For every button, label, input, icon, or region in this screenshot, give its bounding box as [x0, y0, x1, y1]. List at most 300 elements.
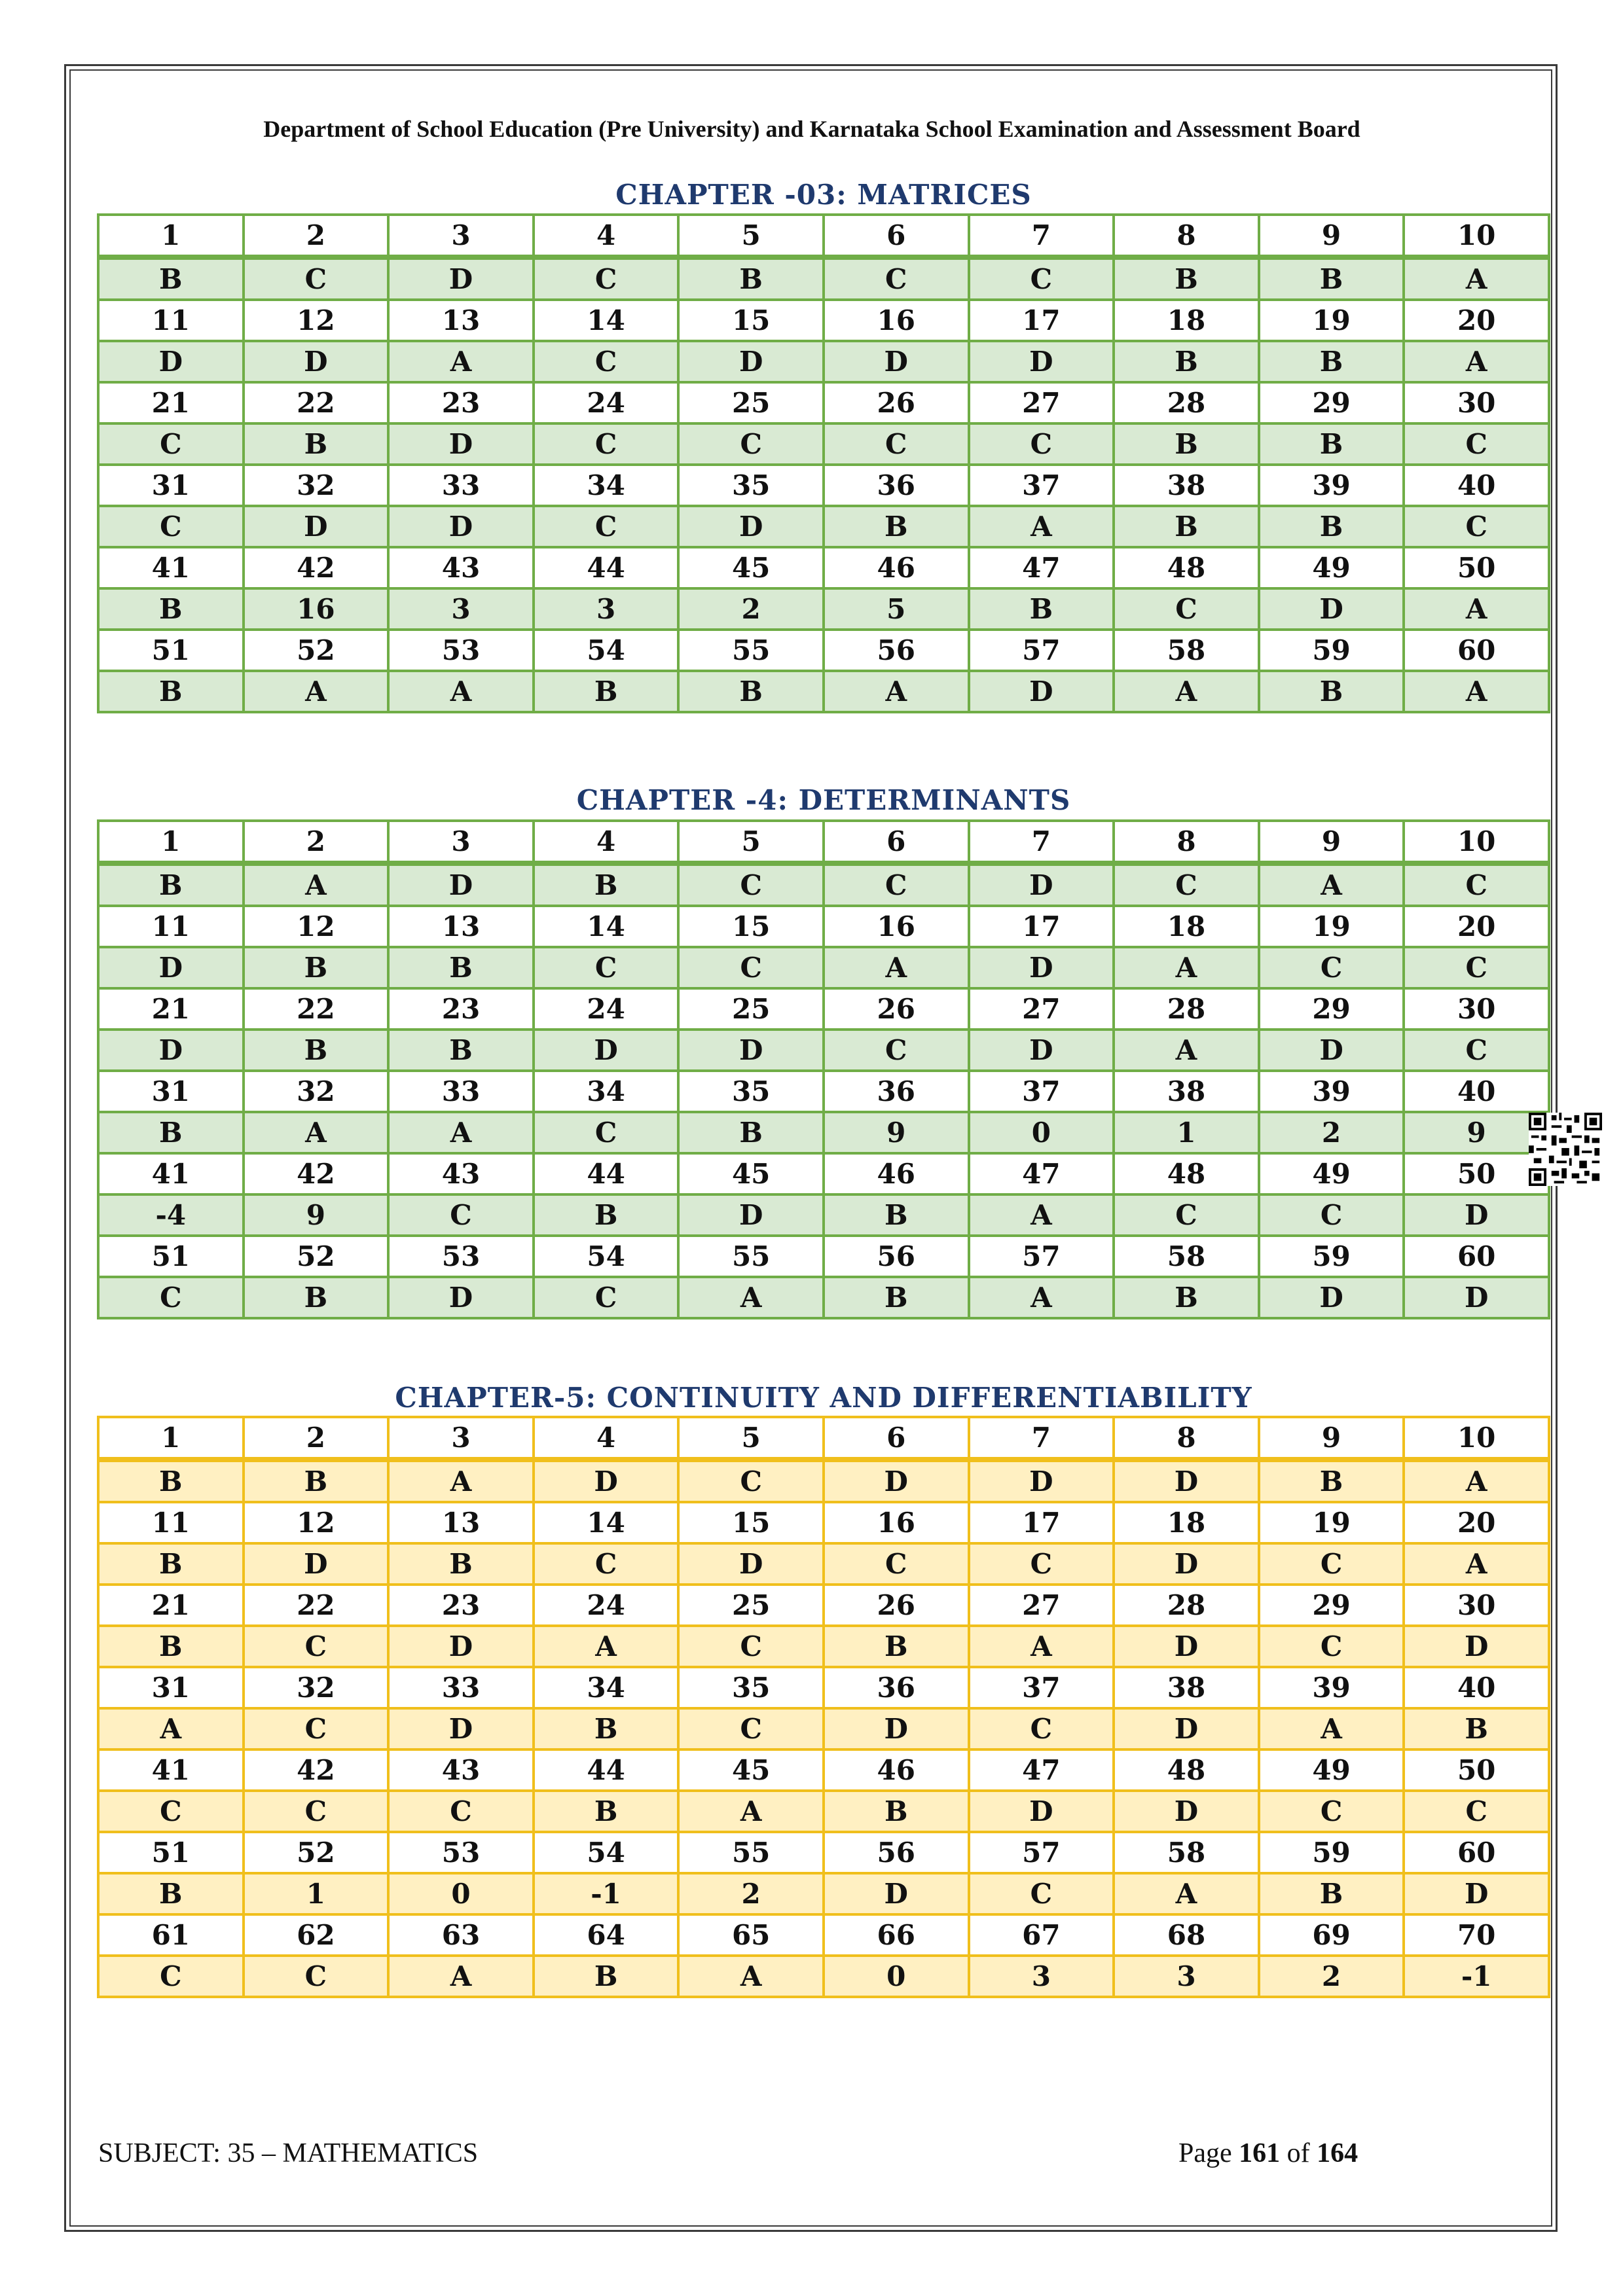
- question-number-cell: 41: [98, 1153, 244, 1194]
- question-number-cell: 22: [244, 382, 389, 423]
- question-number-cell: 10: [1404, 1417, 1549, 1460]
- question-number-cell: 62: [244, 1914, 389, 1956]
- question-number-cell: 38: [1114, 1667, 1259, 1708]
- question-number-cell: 14: [534, 300, 679, 341]
- answer-cell: D: [1114, 1791, 1259, 1832]
- question-number-cell: 45: [678, 1153, 824, 1194]
- answer-cell: A: [678, 1791, 824, 1832]
- question-number-row: [98, 547, 1549, 588]
- page-header: Department of School Education (Pre University) and Karnataka School Examination and Assessment Board: [263, 116, 1360, 142]
- answer-row: [98, 423, 1549, 465]
- question-number-cell: 4: [534, 215, 679, 257]
- answer-cell: 3: [388, 588, 534, 630]
- answer-cell: B: [534, 1956, 679, 1997]
- question-number-row: [98, 630, 1549, 671]
- answer-cell: D: [1404, 1873, 1549, 1914]
- question-number-cell: 58: [1114, 1832, 1259, 1873]
- question-number-cell: 17: [969, 906, 1114, 947]
- answer-cell: C: [1404, 863, 1549, 906]
- question-number-cell: 44: [534, 1749, 679, 1791]
- question-number-cell: 15: [678, 1502, 824, 1543]
- question-number-cell: 28: [1114, 382, 1259, 423]
- answer-cell: C: [824, 1543, 969, 1585]
- question-number-cell: 3: [388, 215, 534, 257]
- answer-cell: 2: [678, 588, 824, 630]
- question-number-cell: 55: [678, 1832, 824, 1873]
- question-number-cell: 21: [98, 988, 244, 1030]
- answer-row: [98, 947, 1549, 988]
- answer-cell: A: [1404, 1543, 1549, 1585]
- question-number-cell: 60: [1404, 630, 1549, 671]
- answer-cell: A: [678, 1277, 824, 1318]
- question-number-cell: 13: [388, 300, 534, 341]
- answer-cell: C: [1259, 1791, 1404, 1832]
- question-number-cell: 40: [1404, 1071, 1549, 1112]
- answer-cell: B: [534, 671, 679, 712]
- answer-cell: B: [1259, 506, 1404, 547]
- question-number-cell: 23: [388, 988, 534, 1030]
- question-number-cell: 16: [824, 906, 969, 947]
- answer-cell: B: [98, 863, 244, 906]
- answer-cell: A: [1114, 947, 1259, 988]
- question-number-cell: 34: [534, 465, 679, 506]
- question-number-cell: 7: [969, 821, 1114, 863]
- answer-cell: C: [98, 423, 244, 465]
- answer-cell: D: [1404, 1194, 1549, 1236]
- answer-row: [98, 341, 1549, 382]
- answer-cell: B: [534, 1194, 679, 1236]
- question-number-cell: 36: [824, 1667, 969, 1708]
- chapter-title-matrices: CHAPTER -03: MATRICES: [615, 179, 1032, 211]
- answer-cell: C: [1259, 1626, 1404, 1667]
- question-number-cell: 24: [534, 382, 679, 423]
- question-number-cell: 17: [969, 1502, 1114, 1543]
- question-number-cell: 41: [98, 1749, 244, 1791]
- answer-row: [98, 1194, 1549, 1236]
- question-number-cell: 33: [388, 465, 534, 506]
- question-number-cell: 34: [534, 1071, 679, 1112]
- answer-cell: A: [1259, 1708, 1404, 1749]
- answer-cell: D: [1404, 1277, 1549, 1318]
- question-number-cell: 13: [388, 1502, 534, 1543]
- answer-cell: C: [1404, 1791, 1549, 1832]
- answer-cell: A: [98, 1708, 244, 1749]
- answer-cell: -4: [98, 1194, 244, 1236]
- answer-cell: C: [969, 423, 1114, 465]
- answer-cell: C: [969, 1873, 1114, 1914]
- answer-cell: 1: [1114, 1112, 1259, 1153]
- question-number-cell: 43: [388, 547, 534, 588]
- question-number-cell: 59: [1259, 1832, 1404, 1873]
- question-number-cell: 9: [1259, 215, 1404, 257]
- answer-cell: C: [98, 1791, 244, 1832]
- question-number-cell: 32: [244, 465, 389, 506]
- answer-table-determinants: [97, 819, 1550, 1319]
- chapter-title-determinants: CHAPTER -4: DETERMINANTS: [576, 784, 1071, 816]
- answer-cell: B: [244, 423, 389, 465]
- answer-cell: D: [244, 506, 389, 547]
- answer-row: [98, 588, 1549, 630]
- answer-cell: D: [388, 423, 534, 465]
- question-number-cell: 23: [388, 382, 534, 423]
- answer-cell: D: [969, 671, 1114, 712]
- question-number-cell: 41: [98, 547, 244, 588]
- question-number-cell: 54: [534, 630, 679, 671]
- question-number-cell: 6: [824, 1417, 969, 1460]
- answer-cell: 3: [1114, 1956, 1259, 1997]
- question-number-cell: 14: [534, 906, 679, 947]
- answer-cell: B: [678, 257, 824, 300]
- question-number-cell: 3: [388, 821, 534, 863]
- question-number-cell: 44: [534, 547, 679, 588]
- answer-cell: D: [969, 947, 1114, 988]
- question-number-cell: 37: [969, 1667, 1114, 1708]
- question-number-cell: 35: [678, 465, 824, 506]
- question-number-cell: 38: [1114, 1071, 1259, 1112]
- question-number-cell: 2: [244, 215, 389, 257]
- question-number-cell: 60: [1404, 1236, 1549, 1277]
- question-number-row: [98, 1749, 1549, 1791]
- page-number: [1178, 2135, 1358, 2172]
- question-number-cell: 35: [678, 1667, 824, 1708]
- answer-cell: B: [824, 506, 969, 547]
- answer-cell: A: [388, 1112, 534, 1153]
- question-number-cell: 63: [388, 1914, 534, 1956]
- page-prefix: Page: [1178, 2138, 1232, 2168]
- answer-cell: B: [1114, 257, 1259, 300]
- answer-cell: B: [1114, 341, 1259, 382]
- question-number-cell: 59: [1259, 630, 1404, 671]
- question-number-cell: 59: [1259, 1236, 1404, 1277]
- question-number-cell: 53: [388, 1236, 534, 1277]
- question-number-cell: 33: [388, 1071, 534, 1112]
- answer-cell: 1: [244, 1873, 389, 1914]
- answer-cell: B: [244, 947, 389, 988]
- answer-cell: C: [534, 257, 679, 300]
- answer-cell: A: [678, 1956, 824, 1997]
- question-number-cell: 25: [678, 988, 824, 1030]
- question-number-cell: 58: [1114, 630, 1259, 671]
- question-number-cell: 28: [1114, 988, 1259, 1030]
- answer-cell: C: [969, 1708, 1114, 1749]
- question-number-cell: 7: [969, 215, 1114, 257]
- answer-cell: C: [534, 1543, 679, 1585]
- question-number-cell: 14: [534, 1502, 679, 1543]
- question-number-cell: 69: [1259, 1914, 1404, 1956]
- question-number-cell: 51: [98, 1236, 244, 1277]
- question-number-row: [98, 906, 1549, 947]
- question-number-cell: 1: [98, 215, 244, 257]
- answer-cell: C: [1114, 1194, 1259, 1236]
- question-number-cell: 57: [969, 630, 1114, 671]
- answer-row: [98, 1626, 1549, 1667]
- question-number-cell: 33: [388, 1667, 534, 1708]
- answer-cell: 3: [969, 1956, 1114, 1997]
- question-number-cell: 56: [824, 1236, 969, 1277]
- question-number-cell: 31: [98, 1071, 244, 1112]
- answer-cell: A: [388, 1460, 534, 1502]
- answer-cell: C: [98, 506, 244, 547]
- question-number-cell: 31: [98, 1667, 244, 1708]
- answer-cell: B: [388, 1543, 534, 1585]
- answer-cell: D: [824, 341, 969, 382]
- question-number-row: [98, 1071, 1549, 1112]
- question-number-cell: 46: [824, 1153, 969, 1194]
- question-number-cell: 48: [1114, 1153, 1259, 1194]
- answer-row: [98, 1277, 1549, 1318]
- answer-cell: D: [969, 1791, 1114, 1832]
- question-number-cell: 16: [824, 300, 969, 341]
- answer-cell: C: [969, 1543, 1114, 1585]
- answer-cell: -1: [534, 1873, 679, 1914]
- question-number-cell: 37: [969, 1071, 1114, 1112]
- answer-cell: D: [1114, 1626, 1259, 1667]
- question-number-cell: 24: [534, 988, 679, 1030]
- question-number-cell: 30: [1404, 988, 1549, 1030]
- answer-cell: C: [1404, 506, 1549, 547]
- question-number-cell: 46: [824, 547, 969, 588]
- question-number-row: [98, 1417, 1549, 1460]
- answer-cell: A: [388, 1956, 534, 1997]
- answer-cell: D: [1114, 1460, 1259, 1502]
- question-number-cell: 43: [388, 1153, 534, 1194]
- question-number-cell: 9: [1259, 821, 1404, 863]
- question-number-cell: 47: [969, 1153, 1114, 1194]
- question-number-cell: 12: [244, 300, 389, 341]
- chapter-title-continuity: CHAPTER-5: CONTINUITY AND DIFFERENTIABILITY: [395, 1382, 1252, 1414]
- question-number-cell: 29: [1259, 382, 1404, 423]
- answer-cell: D: [969, 1460, 1114, 1502]
- answer-row: [98, 506, 1549, 547]
- question-number-row: [98, 382, 1549, 423]
- page-current: 161: [1239, 2138, 1281, 2168]
- answer-cell: A: [1404, 671, 1549, 712]
- question-number-cell: 42: [244, 547, 389, 588]
- question-number-cell: 1: [98, 821, 244, 863]
- question-number-row: [98, 988, 1549, 1030]
- question-number-cell: 2: [244, 1417, 389, 1460]
- question-number-cell: 27: [969, 988, 1114, 1030]
- question-number-cell: 19: [1259, 906, 1404, 947]
- question-number-cell: 10: [1404, 215, 1549, 257]
- question-number-cell: 8: [1114, 215, 1259, 257]
- question-number-cell: 26: [824, 1585, 969, 1626]
- question-number-cell: 49: [1259, 1153, 1404, 1194]
- question-number-cell: 21: [98, 382, 244, 423]
- answer-cell: D: [824, 1460, 969, 1502]
- answer-cell: C: [678, 863, 824, 906]
- answer-cell: B: [824, 1791, 969, 1832]
- question-number-cell: 12: [244, 906, 389, 947]
- answer-cell: B: [98, 671, 244, 712]
- question-number-cell: 22: [244, 988, 389, 1030]
- question-number-row: [98, 1502, 1549, 1543]
- question-number-cell: 61: [98, 1914, 244, 1956]
- answer-cell: B: [244, 1460, 389, 1502]
- answer-cell: D: [678, 1543, 824, 1585]
- question-number-cell: 29: [1259, 1585, 1404, 1626]
- page-of: of: [1286, 2138, 1310, 2168]
- answer-cell: A: [244, 671, 389, 712]
- answer-cell: B: [388, 1030, 534, 1071]
- answer-cell: A: [1404, 257, 1549, 300]
- answer-cell: D: [678, 1030, 824, 1071]
- answer-cell: B: [98, 1626, 244, 1667]
- question-number-cell: 42: [244, 1153, 389, 1194]
- answer-cell: A: [969, 1194, 1114, 1236]
- question-number-row: [98, 821, 1549, 863]
- question-number-cell: 13: [388, 906, 534, 947]
- answer-cell: C: [678, 1708, 824, 1749]
- answer-cell: B: [244, 1277, 389, 1318]
- question-number-cell: 45: [678, 547, 824, 588]
- question-number-cell: 30: [1404, 382, 1549, 423]
- question-number-cell: 15: [678, 906, 824, 947]
- answer-cell: B: [534, 863, 679, 906]
- question-number-cell: 37: [969, 465, 1114, 506]
- answer-cell: A: [1114, 1030, 1259, 1071]
- question-number-cell: 21: [98, 1585, 244, 1626]
- answer-cell: A: [969, 1277, 1114, 1318]
- question-number-cell: 31: [98, 465, 244, 506]
- answer-cell: B: [1114, 1277, 1259, 1318]
- answer-cell: C: [98, 1277, 244, 1318]
- answer-row: [98, 1543, 1549, 1585]
- answer-cell: B: [824, 1626, 969, 1667]
- question-number-cell: 15: [678, 300, 824, 341]
- answer-cell: C: [1114, 863, 1259, 906]
- answer-cell: B: [98, 1873, 244, 1914]
- question-number-cell: 25: [678, 1585, 824, 1626]
- answer-cell: -1: [1404, 1956, 1549, 1997]
- question-number-cell: 40: [1404, 465, 1549, 506]
- answer-cell: C: [534, 423, 679, 465]
- question-number-cell: 20: [1404, 300, 1549, 341]
- answer-cell: B: [1259, 1873, 1404, 1914]
- question-number-cell: 36: [824, 1071, 969, 1112]
- question-number-cell: 55: [678, 1236, 824, 1277]
- answer-row: [98, 1791, 1549, 1832]
- question-number-cell: 11: [98, 906, 244, 947]
- question-number-cell: 53: [388, 1832, 534, 1873]
- question-number-cell: 25: [678, 382, 824, 423]
- answer-cell: C: [1259, 1543, 1404, 1585]
- question-number-cell: 32: [244, 1071, 389, 1112]
- question-number-cell: 55: [678, 630, 824, 671]
- answer-cell: C: [244, 1791, 389, 1832]
- answer-cell: C: [244, 1956, 389, 1997]
- answer-cell: C: [1259, 1194, 1404, 1236]
- question-number-cell: 4: [534, 821, 679, 863]
- answer-cell: C: [244, 257, 389, 300]
- answer-cell: C: [824, 863, 969, 906]
- question-number-row: [98, 1914, 1549, 1956]
- answer-cell: A: [1404, 1460, 1549, 1502]
- question-number-cell: 50: [1404, 1153, 1549, 1194]
- answer-cell: B: [678, 671, 824, 712]
- answer-cell: C: [678, 1626, 824, 1667]
- question-number-row: [98, 1832, 1549, 1873]
- question-number-cell: 53: [388, 630, 534, 671]
- answer-cell: D: [969, 341, 1114, 382]
- question-number-cell: 49: [1259, 547, 1404, 588]
- question-number-cell: 8: [1114, 1417, 1259, 1460]
- answer-row: [98, 1112, 1549, 1153]
- answer-cell: D: [98, 341, 244, 382]
- answer-cell: C: [534, 1277, 679, 1318]
- qr-code-icon: [1529, 1113, 1602, 1186]
- answer-cell: 9: [1404, 1112, 1549, 1153]
- answer-cell: C: [534, 947, 679, 988]
- answer-cell: C: [678, 947, 824, 988]
- answer-cell: C: [1114, 588, 1259, 630]
- answer-cell: B: [1404, 1708, 1549, 1749]
- answer-cell: C: [534, 341, 679, 382]
- question-number-cell: 67: [969, 1914, 1114, 1956]
- answer-cell: D: [1259, 588, 1404, 630]
- answer-cell: A: [1114, 1873, 1259, 1914]
- answer-cell: D: [388, 506, 534, 547]
- answer-cell: B: [98, 588, 244, 630]
- question-number-cell: 51: [98, 630, 244, 671]
- question-number-cell: 36: [824, 465, 969, 506]
- question-number-cell: 22: [244, 1585, 389, 1626]
- question-number-cell: 48: [1114, 547, 1259, 588]
- question-number-cell: 16: [824, 1502, 969, 1543]
- question-number-cell: 7: [969, 1417, 1114, 1460]
- answer-cell: C: [824, 1030, 969, 1071]
- answer-cell: C: [678, 423, 824, 465]
- answer-cell: B: [534, 1708, 679, 1749]
- question-number-cell: 57: [969, 1832, 1114, 1873]
- answer-cell: D: [388, 257, 534, 300]
- answer-cell: C: [1404, 423, 1549, 465]
- answer-cell: B: [1259, 257, 1404, 300]
- answer-cell: D: [388, 863, 534, 906]
- answer-cell: B: [98, 1112, 244, 1153]
- answer-cell: A: [969, 1626, 1114, 1667]
- question-number-cell: 12: [244, 1502, 389, 1543]
- answer-cell: D: [824, 1708, 969, 1749]
- answer-cell: A: [534, 1626, 679, 1667]
- question-number-cell: 66: [824, 1914, 969, 1956]
- question-number-cell: 8: [1114, 821, 1259, 863]
- question-number-cell: 39: [1259, 1071, 1404, 1112]
- question-number-row: [98, 1585, 1549, 1626]
- answer-cell: D: [388, 1277, 534, 1318]
- answer-cell: C: [969, 257, 1114, 300]
- question-number-cell: 68: [1114, 1914, 1259, 1956]
- answer-row: [98, 863, 1549, 906]
- question-number-cell: 50: [1404, 547, 1549, 588]
- answer-cell: B: [1259, 1460, 1404, 1502]
- answer-cell: 2: [678, 1873, 824, 1914]
- question-number-cell: 42: [244, 1749, 389, 1791]
- question-number-row: [98, 1153, 1549, 1194]
- question-number-cell: 18: [1114, 1502, 1259, 1543]
- answer-cell: A: [388, 671, 534, 712]
- answer-cell: B: [534, 1791, 679, 1832]
- question-number-cell: 70: [1404, 1914, 1549, 1956]
- answer-row: [98, 1460, 1549, 1502]
- question-number-cell: 2: [244, 821, 389, 863]
- answer-cell: D: [98, 947, 244, 988]
- answer-cell: D: [1259, 1277, 1404, 1318]
- question-number-cell: 6: [824, 821, 969, 863]
- question-number-row: [98, 1667, 1549, 1708]
- answer-cell: B: [1259, 341, 1404, 382]
- answer-cell: B: [824, 1194, 969, 1236]
